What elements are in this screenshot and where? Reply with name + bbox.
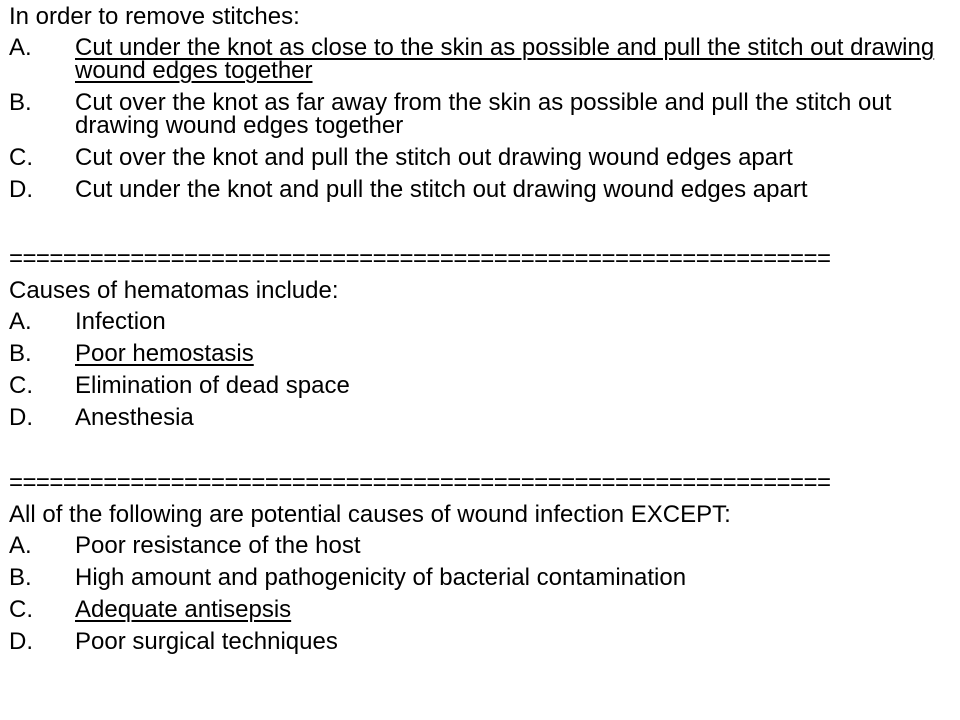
option-letter: A. xyxy=(9,34,32,61)
option-letter: A. xyxy=(9,308,32,335)
question-3-option-d xyxy=(9,630,944,653)
option-letter: D. xyxy=(9,404,33,431)
option-text: Poor resistance of the host xyxy=(75,532,361,559)
question-2-option-d xyxy=(9,406,944,429)
question-3-option-b xyxy=(9,566,944,589)
option-letter: C. xyxy=(9,144,33,171)
option-text: Cut under the knot and pull the stitch out drawing wound edges apart xyxy=(75,176,808,203)
question-3-option-a xyxy=(9,534,944,557)
question-3-option-c xyxy=(9,598,944,621)
option-text: Anesthesia xyxy=(75,404,194,431)
question-2 xyxy=(9,275,944,429)
option-letter: C. xyxy=(9,372,33,399)
separator-2: ============================================================= xyxy=(9,469,831,496)
option-letter: A. xyxy=(9,532,32,559)
option-letter: D. xyxy=(9,176,33,203)
option-text: Poor surgical techniques xyxy=(75,628,338,655)
option-letter: B. xyxy=(9,340,32,367)
question-3-stem: All of the following are potential causes of wound infection EXCEPT: xyxy=(9,501,731,528)
option-text: Elimination of dead space xyxy=(75,372,350,399)
option-letter: C. xyxy=(9,596,33,623)
question-2-option-b xyxy=(9,342,944,365)
separator-1: ============================================================= xyxy=(9,245,831,272)
option-text-correct: Adequate antisepsis xyxy=(75,596,292,623)
question-1-option-c xyxy=(9,146,944,169)
option-letter: B. xyxy=(9,564,32,591)
question-1-option-b xyxy=(9,91,944,137)
question-2-option-a xyxy=(9,310,944,333)
option-text: Cut over the knot and pull the stitch out drawing wound edges apart xyxy=(75,144,793,171)
question-1-option-d xyxy=(9,178,944,201)
question-1-stem: In order to remove stitches: xyxy=(9,3,300,30)
question-3 xyxy=(9,499,944,653)
option-text: Infection xyxy=(75,308,166,335)
option-letter: D. xyxy=(9,628,33,655)
question-1 xyxy=(9,1,944,201)
option-text: Cut over the knot as far away from the skin as possible and pull the stitch out drawing wound edges together xyxy=(75,89,892,139)
question-2-stem: Causes of hematomas include: xyxy=(9,277,339,304)
question-2-option-c xyxy=(9,374,944,397)
option-letter: B. xyxy=(9,89,32,116)
question-1-option-a xyxy=(9,36,944,82)
option-text-correct: Cut under the knot as close to the skin as possible and pull the stitch out drawing wound edges together xyxy=(75,34,935,84)
option-text-correct: Poor hemostasis xyxy=(75,340,254,367)
option-text: High amount and pathogenicity of bacterial contamination xyxy=(75,564,687,591)
